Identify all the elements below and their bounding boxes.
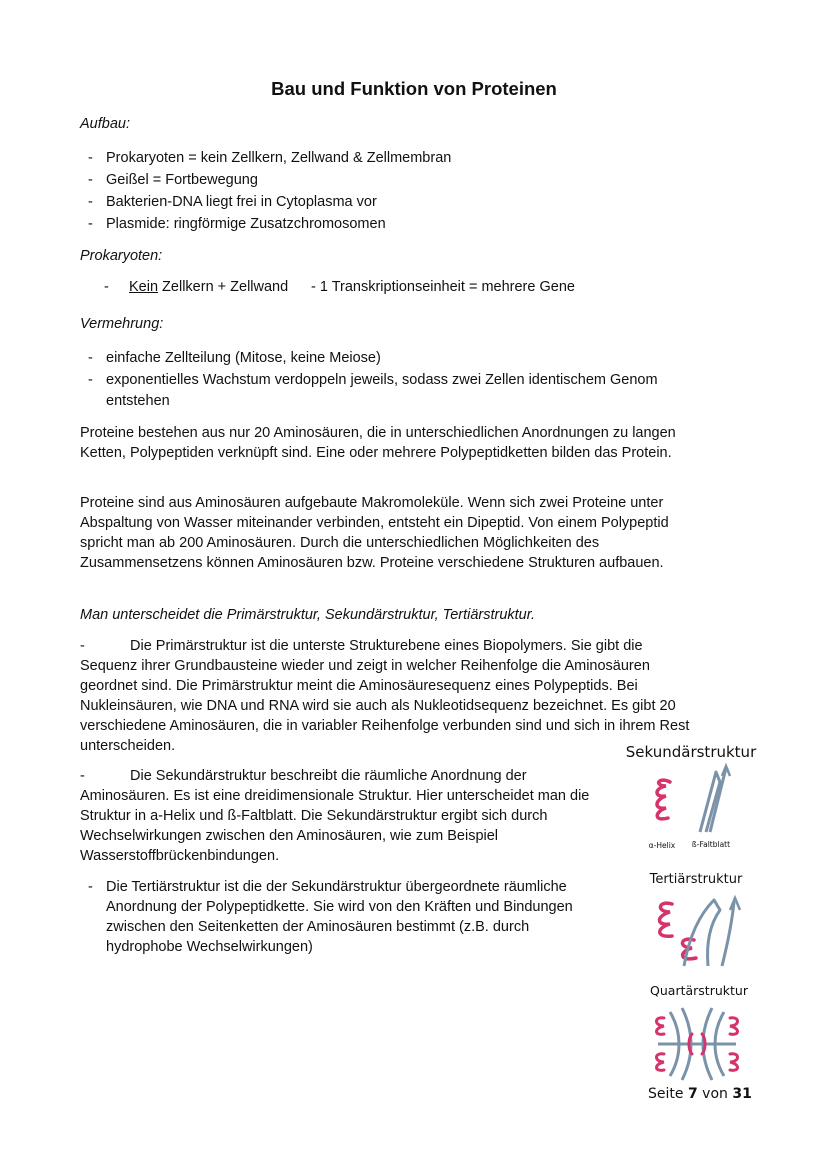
tertiaerstruktur-paragraph: - Die Tertiärstruktur ist die der Sekundärstruktur übergeordnete räumliche Anordnung der Polypeptidkette. Sie wird von den Kräften und Bindungen zwischen den Seitenketten der Aminosäuren bestimmt (z.B. durch hydrophobe Wechselwirkungen) (88, 879, 573, 955)
alpha-helix-label: α-Helix (648, 841, 676, 850)
primaerstruktur-paragraph: - Die Primärstruktur ist die unterste Strukturebene eines Biopolymers. Sie gibt die Sequenz ihrer Grundbausteine wieder und zeigt in welcher Reihenfolge die Aminosäuren geordnet sind. Die Primärstruktur meint die Aminosäuresequenz eines Polypeptids. Bei Nukleinsäuren, wie DNA und RNA wird sie auch als Nukleotidsequenz bezeichnet. Es gibt 20 verschiedene Aminosäuren, die in variabler Reihenfolge verbunden sind und sich in ihrem Rest unterscheiden. (80, 638, 690, 754)
prokaryoten-line-2: - 1 Transkriptionseinheit = mehrere Gene (311, 279, 575, 295)
vermehrung-heading: Vermehrung: (80, 316, 164, 332)
list-item: - Prokaryoten = kein Zellkern, Zellwand & Zellmembran (88, 150, 452, 166)
paragraph-2: Proteine sind aus Aminosäuren aufgebaute Makromoleküle. Wenn sich zwei Proteine unter Abspaltung von Wasser miteinander verbinden, entsteht ein Dipeptid. Von einem Polypeptid spricht man ab 200 Aminosäuren. Durch die unterschiedlichen Möglichkeiten des Zusammensetzens können Aminosäuren bzw. Proteine verschiedene Strukturen aufbauen. (80, 495, 669, 571)
primaer-dash: - (80, 638, 85, 654)
beta-sheet-label: ß-Faltblatt (691, 840, 731, 849)
sekundaerstruktur-label: Sekundärstruktur (625, 743, 757, 761)
paragraph-1: Proteine bestehen aus nur 20 Aminosäuren, die in unterschiedlichen Anordnungen zu langen Ketten, Polypeptiden verknüpft sind. Eine oder mehrere Polypeptidketten bilden das Protein. (80, 425, 676, 461)
page-title: Bau und Funktion von Proteinen (271, 78, 557, 99)
unterscheidet-line: Man unterscheidet die Primärstruktur, Sekundärstruktur, Tertiärstruktur. (80, 607, 536, 623)
tertiaerstruktur-label: Tertiärstruktur (649, 872, 743, 887)
prokaryoten-heading: Prokaryoten: (80, 248, 163, 264)
aufbau-heading: Aufbau: (80, 116, 130, 132)
list-item: - exponentielles Wachstum verdoppeln jeweils, sodass zwei Zellen identischem Genom entstehen (88, 372, 658, 409)
quartaerstruktur-label: Quartärstruktur (650, 983, 748, 998)
alpha-helix-icon (657, 780, 670, 819)
list-item: - Geißel = Fortbewegung (88, 172, 258, 188)
list-item: - einfache Zellteilung (Mitose, keine Meiose) (88, 350, 381, 366)
tertiaer-illustration (650, 892, 750, 972)
tertiary-structure-icon (660, 898, 741, 966)
prokaryoten-dash: - (104, 279, 109, 295)
list-item: - Plasmide: ringförmige Zusatzchromosomen (88, 216, 386, 232)
sekundaer-illustration (640, 762, 740, 842)
beta-sheet-icon (700, 766, 730, 832)
prokaryoten-line: Kein Zellkern + Zellwand (129, 279, 289, 295)
sekundaerstruktur-paragraph: - Die Sekundärstruktur beschreibt die räumliche Anordnung der Aminosäuren. Es ist eine dreidimensionale Struktur. Hier unterscheidet man die Struktur in a-Helix und ß-Faltblatt. Die Sekundärstruktur ergibt sich durch Wechselwirkungen zwischen den Aminosäuren, wie zum Beispiel Wasserstoffbrückenbindungen. (80, 768, 590, 864)
quartaer-illustration (652, 1004, 742, 1084)
list-item: - Bakterien-DNA liegt frei in Cytoplasma vor (88, 194, 377, 210)
sekundaer-dash: - (80, 768, 85, 784)
quaternary-structure-icon (657, 1008, 738, 1080)
page-number: Seite 7 von 31 (648, 1086, 752, 1102)
